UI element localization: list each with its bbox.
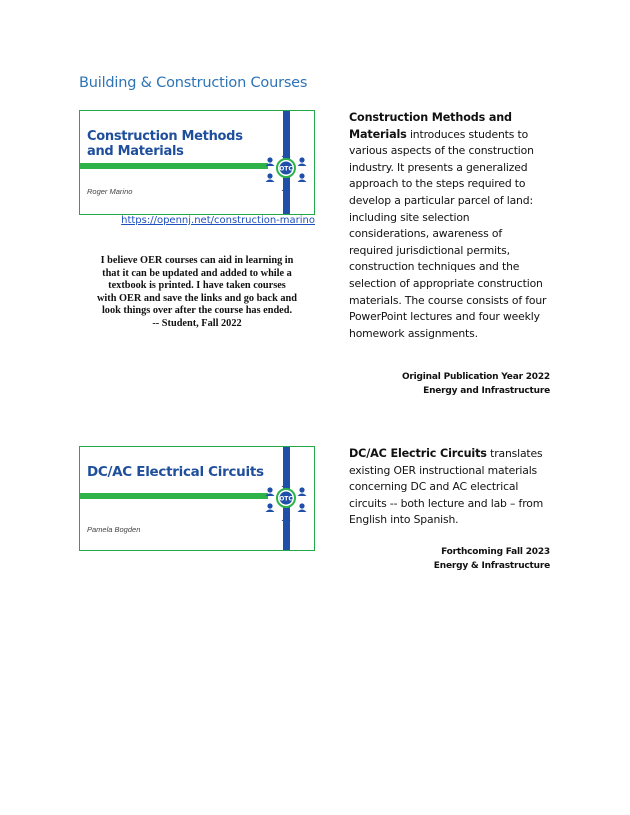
course-cover-construction[interactable] [79,110,315,215]
cover-author: Pamela Bogden [87,525,141,534]
otc-logo-icon [263,475,309,521]
course-description [349,110,549,342]
course-meta [402,370,550,398]
course-description-body: translates existing OER instructional materials concerning DC and AC electrical circuits -- both lecture and lab – from English into Spanish. [349,447,544,527]
logo-text: OTC [279,165,293,173]
course-title: Construction Methods and Materials [349,111,512,141]
cover-title-line: DC/AC Electrical Circuits [87,464,264,480]
quote-line: that it can be updated and added to while a [102,267,292,279]
quote-line: I believe OER courses can aid in learning in [100,255,294,266]
course-link[interactable]: https://opennj.net/construction-marino [121,215,315,226]
publication-info: Forthcoming Fall 2023 [441,547,550,557]
course-title: DC/AC Electric Circuits [349,447,487,460]
quote-line: look things over after the course has ended. [101,305,293,316]
publication-info: Original Publication Year 2022 [401,372,550,382]
cover-green-bar [80,163,268,169]
category: Energy and Infrastructure [423,386,550,396]
cover-title [87,465,264,480]
student-quote [79,255,315,330]
cover-title-line: Construction Methods [87,129,243,144]
cover-author: Roger Marino [87,187,133,196]
course-description-body: introduces students to various aspects of the construction industry. It presents a generalized approach to the steps required to develop a particular parcel of land: including site selection considerations, awareness of required jurisdictional permits, construction techniques and the selection of appropriate construction materials. The course consists of four PowerPoint lectures and four weekly homework assignments. [349,127,547,340]
course-meta [434,545,550,573]
cover-title-line: and Materials [87,144,184,159]
section-title: Building & Construction Courses [79,75,308,91]
quote-line: with OER and save the links and go back and [97,292,297,304]
otc-logo-icon [263,145,309,191]
quote-attribution: -- Student, Fall 2022 [152,317,242,329]
category: Energy & Infrastructure [433,561,550,571]
logo-text: OTC [279,495,293,503]
quote-line: textbook is printed. I have taken courses [108,280,286,291]
cover-green-bar [80,493,268,499]
course-cover-circuits[interactable] [79,446,315,551]
cover-title [87,129,243,159]
course-description [349,446,549,529]
